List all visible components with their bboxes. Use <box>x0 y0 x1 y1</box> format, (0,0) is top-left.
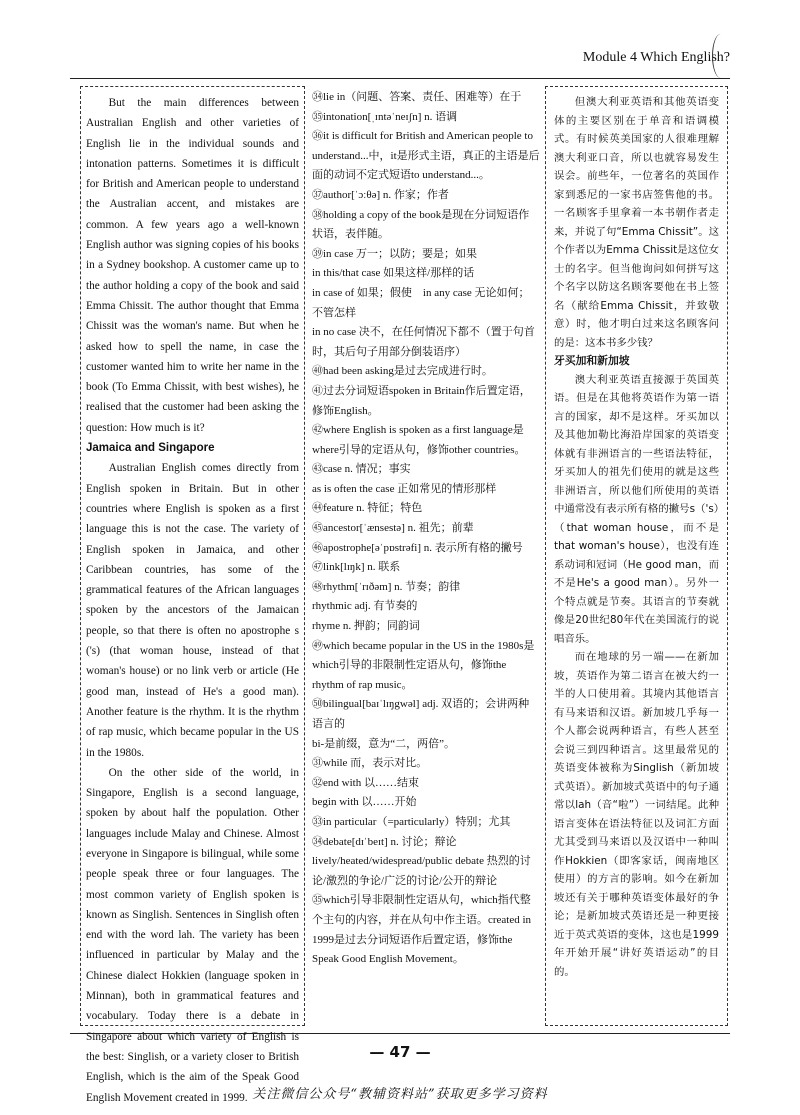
note-item: rhythmic adj. 有节奏的 <box>312 600 418 613</box>
translation-column <box>545 86 728 1026</box>
note-item: ㊲author[ˈɔːθə] n. 作家；作者 <box>312 188 449 201</box>
note-item: in this/that case 如果这样/那样的话 <box>312 267 475 280</box>
note-item: ㊻apostrophe[əˈpɒstrəfi] n. 表示所有格的撇号 <box>312 541 523 554</box>
note-item: in case of 如果；假使 in any case 无论如何；不管怎样 <box>312 286 530 319</box>
note-item: ㊾which became popular in the US in the 1980s是which引导的非限制性定语从句，修饰the rhythm of rap music。 <box>312 639 535 691</box>
note-item: ㉜end with 以……结束 <box>312 776 419 789</box>
note-item: ㊿bilingual[baɪˈlɪŋgwəl] adj. 双语的；会讲两种语言的 <box>312 698 530 730</box>
passage-paragraph: Australian English comes directly from English spoken in Britain. But in other countries where English is spoken as a first language this is not the case. The variety of English spoken in Jamaica, and other Caribbean countries, has some of the grammatical features of the African languages spoken by the ancestors of the Jamaican people, so that there is often no apostrophe s ('s) (that woman house, instead of that woman's house) or no link verb or article (He good man, instead of He's a good man). Another feature is the rhythm. It is the rhythm of rap music, which became popular in the US in the 1980s. <box>86 462 299 759</box>
passage-paragraph: On the other side of the world, in Singapore, English is a second language, spoken by about half the population. Other languages include Malay and Chinese. Almost everyone in Singapore is bilingual, while some people speak three or four languages. The most common variety of English spoken is known as Singlish. Sentences in Singlish often end with the word lah. The variety has been influenced in particular by Malay and the Chinese dialect Hokkien (language spoken in Minnan), both in grammatical features and vocabulary. Today there is a debate in Singapore about which variety of English is the best: Singlish, or a variety closer to British English, which is the aim of the Speak Good English Movement created in 1999. <box>86 766 299 1104</box>
translation-section-heading: 牙买加和新加坡 <box>554 354 630 367</box>
note-item: ㊺ancestor[ˈænsestə] n. 祖先；前辈 <box>312 522 474 535</box>
notes-column <box>312 86 540 1028</box>
note-item: ㊱it is difficult for British and American people to understand...中，it是形式主语，真正的主语是后面的动词不定式短语to understand...。 <box>312 130 540 182</box>
note-item: ㊽rhythm[ˈrɪðəm] n. 节奏；韵律 <box>312 580 461 593</box>
note-item: rhyme n. 押韵；同韵词 <box>312 620 420 633</box>
top-rule <box>70 78 730 79</box>
note-item: ㊼link[lɪŋk] n. 联系 <box>312 561 401 574</box>
translation-paragraph: 但澳大利亚英语和其他英语变体的主要区别在于单音和语调模式。有时候英美国家的人很难理解澳大利亚口音，所以也就容易发生误会。前些年，一位著名的英国作家到悉尼的一家书店签售他的书。一名顾客手里拿着一本书朝作者走来，并说了句“Emma Chissit”。这个作者以为Emma Chissit是这位女士的名字。但当他询问如何拼写这个名字以防这名顾客要他在书上签名（献给Emma Chissit，并致敬意）时，他才明白过来这名顾客问的是：这本书多少钱？ <box>554 96 719 349</box>
note-item: bi-是前缀，意为“二，两倍”。 <box>312 737 455 750</box>
bottom-rule <box>70 1033 730 1034</box>
note-item: as is often the case 正如常见的情形那样 <box>312 482 497 495</box>
english-passage-column <box>80 86 305 1104</box>
note-item: ㉞debate[dɪˈbeɪt] n. 讨论；辩论 <box>312 835 457 848</box>
note-item: ㉛while 而，表示对比。 <box>312 757 428 770</box>
translation-paragraph: 而在地球的另一端——在新加坡，英语作为第二语言在被大约一半的人口使用着。其境内其他语言有马来语和汉语。新加坡几乎每一个人都会说两种语言，有些人甚至会说三到四种语言。这里最常见的英语变体被称为Singlish（新加坡式英语）。新加坡式英语中的句子通常以lah（音“啦”）一词结尾。此种语言变体在语法特征以及词汇方面尤其受到马来语以及汉语中一种叫作Hokkien（即客家话，闽南地区使用）的方言的影响。如今在新加坡还有关于哪种英语变体最好的争论；是新加坡式英语还是一种更接近于英式英语的变体，这也是1999年开始开展“讲好英语运动”的目的。 <box>554 651 719 978</box>
passage-paragraph: But the main differences between Australian English and other varieties of English lie in the individual sounds and intonation patterns. Sometimes it is difficult for British and American people to understand the Australian accent, and mistakes are common. A few years ago a well-known English author was signing copies of his books in a Sydney bookshop. A customer came up to the author holding a copy of the book and said Emma Chissit. The author thought that Emma Chissit was the woman's name. But when he asked how to spell the name, in case the customer wanted him to write her name in the book (To Emma Chissit, with best wishes), he realised that the customer had been asking the question: How much is it? <box>86 97 299 434</box>
footer-note: 关注微信公众号“教辅资料站”获取更多学习资料 <box>252 1087 548 1102</box>
note-item: ㉞lie in（问题、答案、责任、困难等）在于 <box>312 91 522 103</box>
note-item: in no case 决不，在任何情况下都不（置于句首时，其后句子用部分倒装语序） <box>312 326 535 358</box>
note-item: begin with 以……开始 <box>312 796 417 809</box>
note-item: ㊷where English is spoken as a first language是where引导的定语从句，修饰other countries。 <box>312 424 526 456</box>
note-item: ㊹feature n. 特征；特色 <box>312 502 423 515</box>
note-item: ㊳holding a copy of the book是现在分词短语作状语，表伴随。 <box>312 208 530 241</box>
note-item: ㉟intonation[ˌɪntəˈneɪʃn] n. 语调 <box>312 110 458 123</box>
note-item: ㉟which引导非限制性定语从句，which指代整个主句的内容，并在从句中作主语。created in 1999是过去分词短语作后置定语，修饰the Speak Good English Movement。 <box>312 894 532 966</box>
page-header: Module 4 Which English? <box>582 50 730 65</box>
passage-section-heading: Jamaica and Singapore <box>86 442 215 455</box>
translation-paragraph: 澳大利亚英语直接源于英国英语。但是在其他将英语作为第一语言的国家，却不是这样。牙买加以及其他加勒比海沿岸国家的英语变体就有非洲语言的一些语法特征，牙买加人的祖先们使用的就是这些非洲语言，所以他们所使用的英语中通常没有表示所有格的撇号s（'s）（that woman house，而不是that woman's house），也没有连系动词和冠词（He good man，而不是He's a good man）。另外一个特点就是节奏。其语言的节奏就像是20世纪80年代在美国流行的说唱音乐。 <box>554 373 719 645</box>
note-item: lively/heated/widespread/public debate 热烈的讨论/激烈的争论/广泛的讨论/公开的辩论 <box>312 855 531 887</box>
note-item: ㊵had been asking是过去完成进行时。 <box>312 365 493 378</box>
note-item: ㊴in case 万一；以防；要是；如果 <box>312 247 477 260</box>
note-item: ㉝in particular（=particularly）特别；尤其 <box>312 815 511 828</box>
note-item: ㊶过去分词短语spoken in Britain作后置定语，修饰English。 <box>312 384 531 417</box>
page-number: — 47 — <box>369 1043 431 1061</box>
header-curve-decoration <box>712 34 729 78</box>
note-item: ㊸case n. 情况；事实 <box>312 463 411 476</box>
